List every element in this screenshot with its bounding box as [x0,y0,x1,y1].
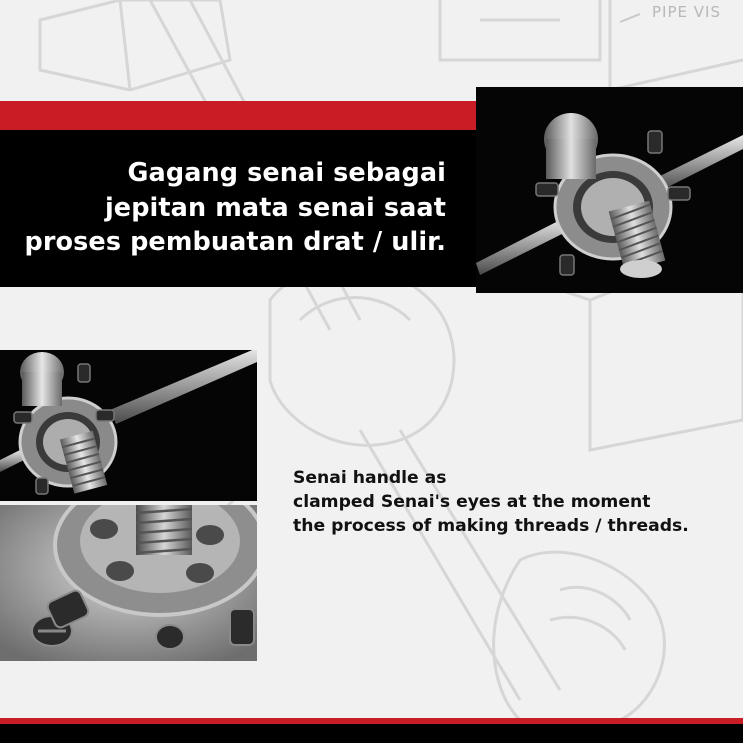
sketch-label: PIPE VIS [652,3,721,21]
footer-black-bar [0,724,743,743]
caption-line-1: Senai handle as [293,468,447,488]
caption-line-3: the process of making threads / threads. [293,516,689,536]
die-stock-side-photo [0,350,257,501]
caption-line-2: clamped Senai's eyes at the moment [293,492,651,512]
die-stock-closeup-photo [0,505,257,661]
headline-indonesian [0,156,446,260]
caption-english [293,466,689,538]
headline-line-3: proses pembuatan drat / ulir. [24,227,446,257]
headline-line-2: jepitan mata senai saat [104,192,446,223]
die-stock-photo [476,87,743,293]
headline-line-1: Gagang senai sebagai [127,158,446,188]
top-red-accent-bar [0,101,480,130]
